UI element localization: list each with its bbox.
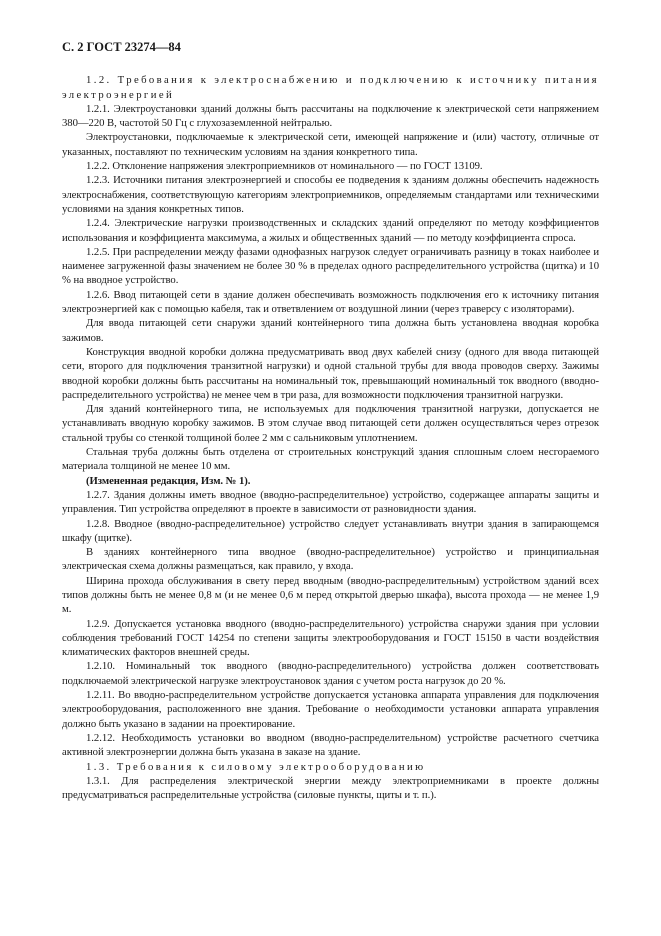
running-header: С. 2 ГОСТ 23274—84 [62, 40, 181, 54]
paragraph: В зданиях контейнерного типа вводное (вводно-распределительное) устройство и принципиальная электрическая схема должны размещаться, как правило, у входа. [62, 546, 599, 573]
paragraph: 1.2.7. Здания должны иметь вводное (вводно-распределительное) устройство, содержащее аппараты защиты и управления. Тип устройства определяют в проекте в зависимости от разновидности здания. [62, 488, 599, 516]
section-heading: 1.2. Требования к электроснабжению и подключению к источнику питания электроэнергией [62, 74, 599, 101]
paragraph: 1.2.8. Вводное (вводно-распределительное) устройство следует устанавливать внутри здания в запирающемся шкафу (щитке). [62, 517, 599, 544]
revision-note: (Измененная редакция, Изм. № 1). [86, 474, 251, 487]
paragraph: Электроустановки, подключаемые к электрической сети, имеющей напряжение и (или) частоту, отличные от указанных, поставляют по техническим условиям на здания конкретного типа. [62, 131, 599, 158]
paragraph: 1.2.3. Источники питания электроэнергией и способы ее подведения к зданиям должны обеспечить надежность электроснабжения, соответствующую категориям электроприемников, определяемым стандартами или техническими условиями на здания конкретных типов. [62, 174, 599, 215]
paragraph: 1.2.2. Отклонение напряжения электроприемников от номинального — по ГОСТ 13109. [86, 160, 483, 173]
paragraph: Для ввода питающей сети снаружи зданий контейнерного типа должна быть установлена вводная коробка зажимов. [62, 317, 599, 344]
paragraph: 1.2.4. Электрические нагрузки производственных и складских зданий определяют по методу коэффициентов использования и коэффициента максимума, а жилых и общественных зданий — по методу коэффициента спроса. [62, 217, 599, 244]
paragraph: 1.2.6. Ввод питающей сети в здание должен обеспечивать возможность подключения его к источнику питания электроэнергией как с помощью кабеля, так и ответвлением от воздушной линии (через траверсу с изоляторами). [62, 288, 599, 316]
paragraph: 1.2.1. Электроустановки зданий должны быть рассчитаны на подключение к электрической сети напряжением 380—220 В, частотой 50 Гц с глухозаземленной нейтралью. [62, 102, 599, 130]
document-body [62, 73, 599, 802]
paragraph: Ширина прохода обслуживания в свету перед вводным (вводно-распределительным) устройством зданий всех типов должны быть не менее 0,8 м (и не менее 0,6 м перед открытой дверью шкафа), высота прохода — не менее 1,9 м. [62, 574, 599, 616]
paragraph: 1.3.1. Для распределения электрической энергии между электроприемниками в проекте должны предусматриваться распределительные устройства (силовые пункты, щиты и т. п.). [62, 774, 599, 802]
paragraph: 1.2.11. Во вводно-распределительном устройстве допускается установка аппарата управления для подключения электрооборудования, расположенного вне здания. Требование о необходимости установки аппарата управления должно быть указано в задании на проектирование. [62, 689, 599, 730]
paragraph: 1.2.9. Допускается установка вводного (вводно-распределительного) устройства снаружи здания при условии соблюдения требований ГОСТ 14254 по степени защиты электрооборудования и ГОСТ 15150 в части воздействия климатических факторов внешней среды. [62, 617, 599, 659]
paragraph: Стальная труба должны быть отделена от строительных конструкций здания сплошным слоем несгораемого материала толщиной не менее 10 мм. [62, 446, 599, 473]
paragraph: Конструкция вводной коробки должна предусматривать ввод двух кабелей снизу (одного для ввода питающей сети, второго для подключения транзитной нагрузки) и одной стальной трубы для ввода проводов сверху. Зажимы вводной коробки должны быть рассчитаны на номинальный ток, превышающий номинальный ток вводного (вводно-распределительного устройства) не менее чем в три раза, для возможности подключения транзитной нагрузки. [62, 345, 599, 401]
paragraph: 1.2.5. При распределении между фазами однофазных нагрузок следует ограничивать разницу в токах наиболее и наименее загруженной фазы значением не более 30 % в пределах одного распределительного устройства (щитка) и 10 % на вводное устройство. [62, 245, 599, 287]
paragraph: Для зданий контейнерного типа, не используемых для подключения транзитной нагрузки, допускается не устанавливать вводную коробку зажимов. В этом случае ввод питающей сети должен осуществляться через отрезок стальной трубы со стенкой толщиной более 2 мм с сальниковым уплотнением. [62, 403, 599, 444]
section-heading: 1.3. Требования к силовому электрооборудованию [86, 760, 426, 773]
paragraph: 1.2.12. Необходимость установки во вводном (вводно-распределительном) устройстве расчетного счетчика активной электроэнергии должна быть указана в заказе на здание. [62, 731, 599, 759]
paragraph: 1.2.10. Номинальный ток вводного (вводно-распределительного) устройства должен соответствовать подключаемой электрической нагрузке электроустановок здания с учетом роста нагрузок до 20 %. [62, 660, 599, 687]
